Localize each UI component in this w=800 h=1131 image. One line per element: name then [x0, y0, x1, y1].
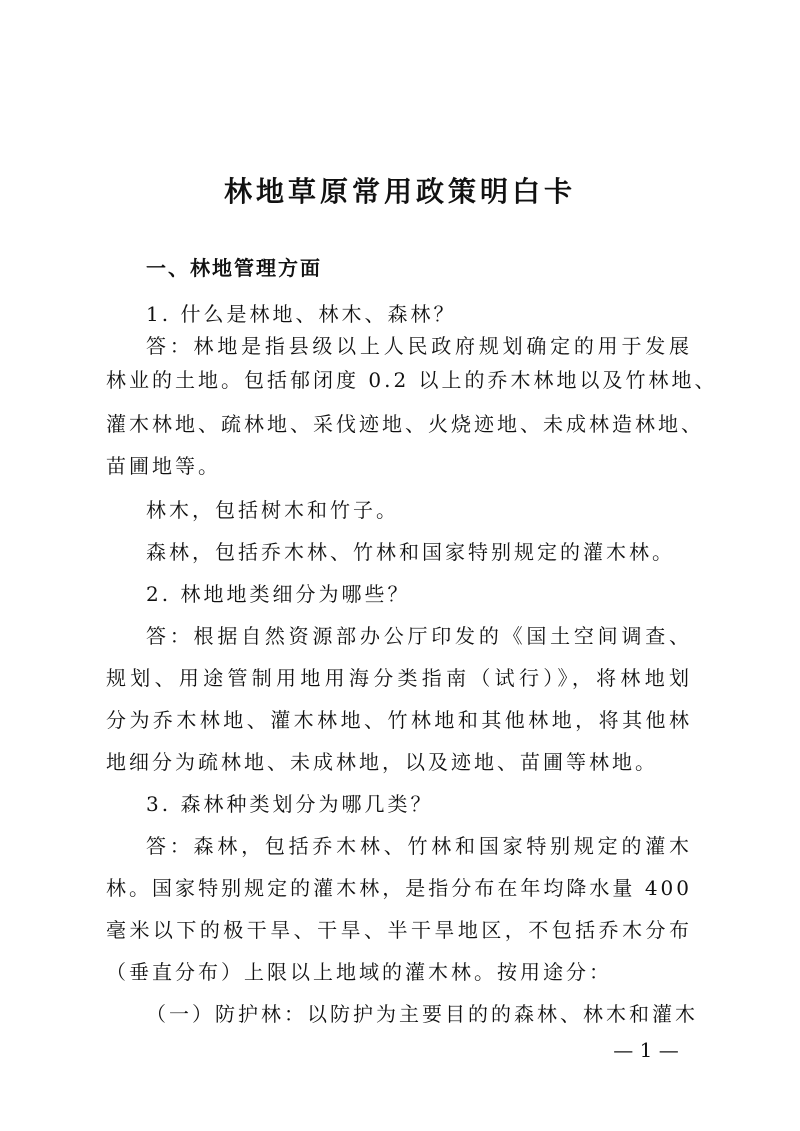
section-heading: 一、林地管理方面: [146, 256, 322, 280]
paragraph-line: 灌木林地、疏林地、采伐迹地、火烧迹地、未成林造林地、: [106, 412, 704, 436]
paragraph-line: 毫米以下的极干旱、干旱、半干旱地区，不包括乔木分布: [106, 918, 692, 942]
page-number: — 1 —: [613, 1038, 679, 1062]
paragraph-line: 林。国家特别规定的灌木林，是指分布在年均降水量 400: [106, 876, 692, 900]
paragraph-line: （垂直分布）上限以上地域的灌木林。按用途分：: [106, 960, 612, 984]
question-3: 3. 森林种类划分为哪几类？: [146, 792, 434, 816]
question-1: 1. 什么是林地、林木、森林？: [146, 302, 457, 326]
paragraph-line: 森林，包括乔木林、竹林和国家特别规定的灌木林。: [146, 540, 675, 564]
paragraph-line: 林木，包括树木和竹子。: [146, 498, 399, 522]
paragraph-line: 林业的土地。包括郁闭度 0.2 以上的乔木林地以及竹林地、: [106, 368, 718, 392]
paragraph-line: 答：根据自然资源部办公厅印发的《国土空间调查、: [146, 624, 692, 648]
document-title: 林地草原常用政策明白卡: [223, 175, 576, 208]
paragraph-line: （一）防护林：以防护为主要目的的森林、林木和灌木: [146, 1002, 698, 1026]
paragraph-line: 地细分为疏林地、未成林地，以及迹地、苗圃等林地。: [106, 750, 658, 774]
paragraph-line: 答：林地是指县级以上人民政府规划确定的用于发展: [146, 334, 692, 358]
paragraph-line: 分为乔木林地、灌木林地、竹林地和其他林地，将其他林: [106, 708, 692, 732]
paragraph-line: 苗圃地等。: [106, 454, 221, 478]
paragraph-line: 答：森林，包括乔木林、竹林和国家特别规定的灌木: [146, 834, 692, 858]
question-2: 2. 林地地类细分为哪些？: [146, 582, 411, 606]
paragraph-line: 规划、用途管制用地用海分类指南（试行）》，将林地划: [106, 666, 692, 690]
